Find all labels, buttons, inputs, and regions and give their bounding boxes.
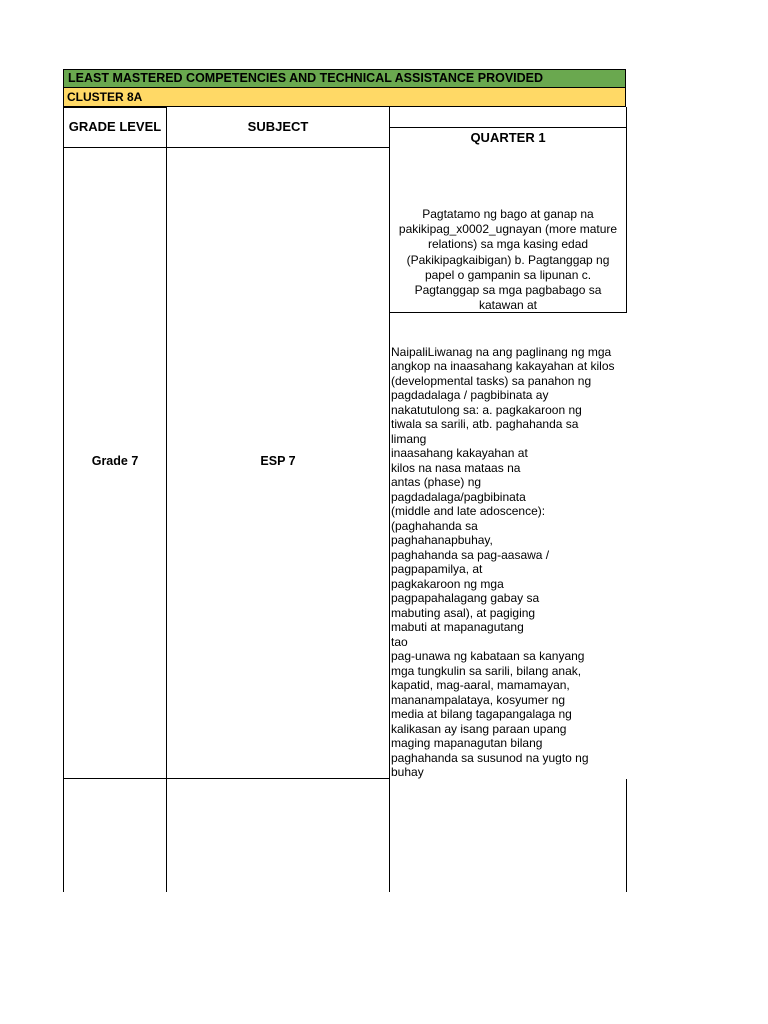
grid-line bbox=[63, 778, 390, 779]
grid-line bbox=[63, 107, 64, 892]
grid-line bbox=[63, 147, 390, 148]
quarter-header: QUARTER 1 bbox=[470, 130, 546, 145]
grade-level-header: GRADE LEVEL bbox=[68, 119, 162, 134]
report-title-bar bbox=[63, 69, 626, 88]
grid-line bbox=[626, 779, 627, 892]
grid-line bbox=[389, 107, 390, 892]
subject-header: SUBJECT bbox=[247, 119, 309, 134]
table-row-grade-level: Grade 7 bbox=[91, 454, 139, 468]
grid-line bbox=[63, 107, 167, 108]
grid-line bbox=[166, 107, 167, 892]
cluster-bar bbox=[63, 88, 626, 107]
competency-text: NaipaliLiwanag na ang paglinang ng mga angkop na inaasahang kakayahan at kilos (developmental tasks) sa panahon ng pagdadalaga / pagbibinata ay nakatutulong sa: a. pagkakaroon ng tiwala sa sarili, atb. paghahanda sa limang inaasahang kakayahan at kilos na nasa mataas na antas (phase) ng pagdadalaga/pagbibinata (middle and late adoscence): (paghahanda sa paghahanapbuhay, paghahanda sa pag-aasawa / pagpapamilya, at pagkakaroon ng mga pagpapahalagang gabay sa mabuting asal), at pagiging mabuti at mapanagutang tao pag-unawa ng kabataan sa kanyang mga tungkulin sa sarili, bilang anak, kapatid, mag-aaral, mamamayan, mananampalataya, kosyumer ng media at bilang tagapangalaga ng kalikasan ay isang paraan upang maging mapanagutan bilang paghahanda sa susunod na yugto ng buhay bbox=[391, 345, 615, 780]
report-title: LEAST MASTERED COMPETENCIES AND TECHNICAL ASSISTANCE PROVIDED bbox=[68, 71, 544, 85]
table-row-subject: ESP 7 bbox=[260, 454, 296, 468]
grid-line bbox=[626, 107, 627, 313]
grid-line bbox=[389, 127, 627, 128]
cluster-label: CLUSTER 8A bbox=[67, 90, 143, 104]
competency-text: Pagtatamo ng bago at ganap na pakikipag_x0002_ugnayan (more mature relations) sa mga kasing edad (Pakikipagkaibigan) b. Pagtanggap ng papel o gampanin sa lipunan c. Pagtanggap sa mga pagbabago sa katawan at bbox=[398, 207, 618, 313]
